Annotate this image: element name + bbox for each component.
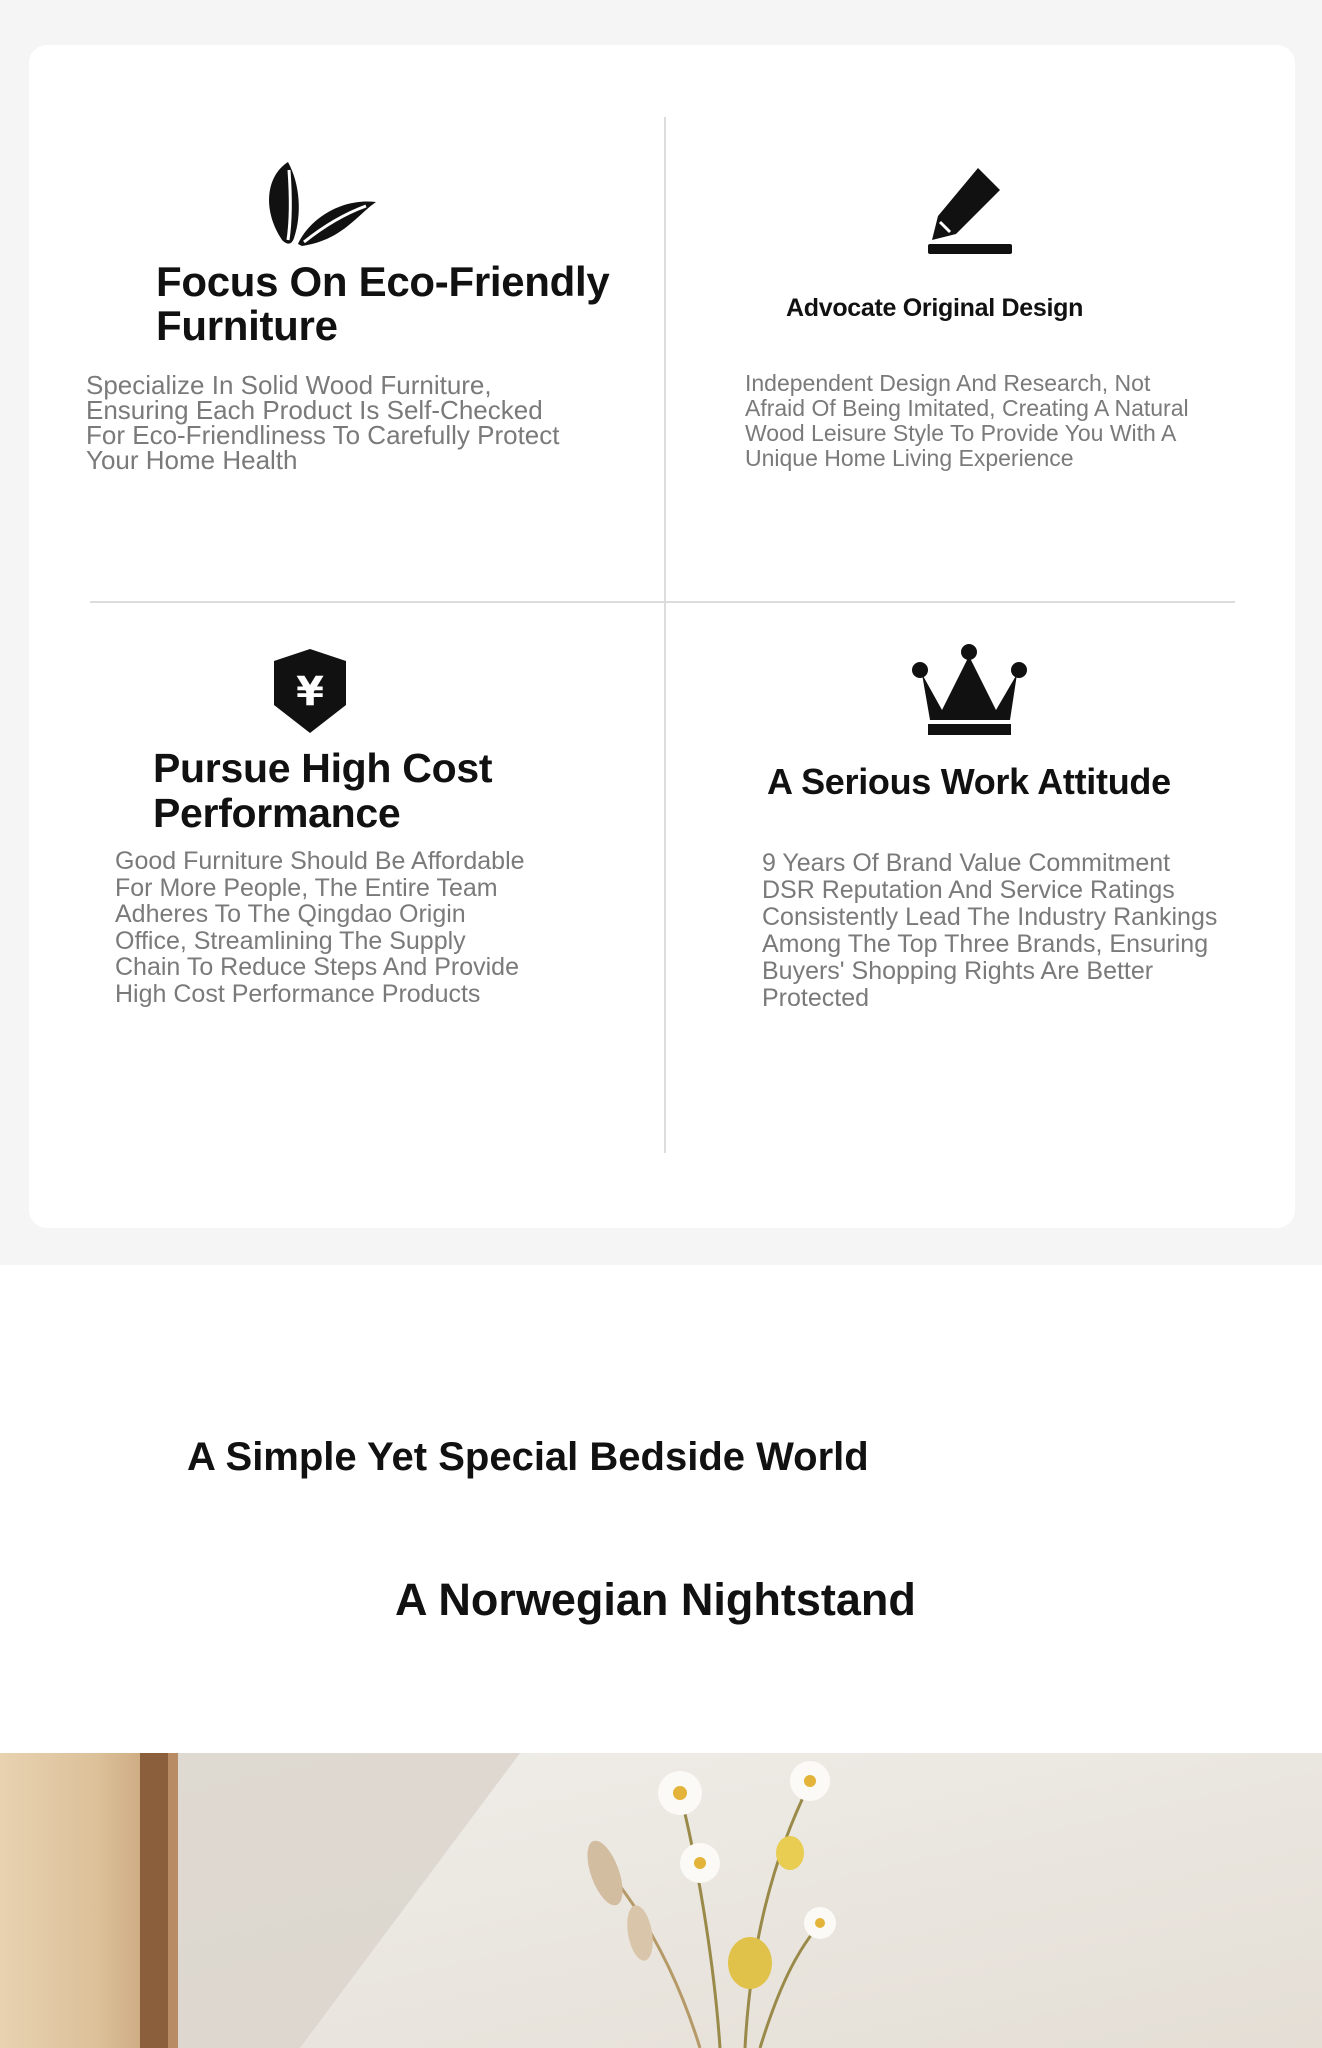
pen-icon <box>920 160 1020 260</box>
horizontal-divider <box>90 601 1235 603</box>
feature-title-attitude: A Serious Work Attitude <box>767 761 1171 802</box>
svg-text:¥: ¥ <box>296 669 324 715</box>
section-subheading: A Norwegian Nightstand <box>395 1574 916 1625</box>
feature-title-eco: Focus On Eco-Friendly Furniture <box>156 258 610 349</box>
leaf-icon <box>258 158 378 248</box>
crown-icon <box>912 644 1027 737</box>
section-heading: A Simple Yet Special Bedside World <box>187 1435 869 1479</box>
yen-shield-icon <box>270 647 350 735</box>
feature-title-design: Advocate Original Design <box>786 294 1084 322</box>
headline-section <box>0 1265 1322 1753</box>
feature-desc-eco: Specialize In Solid Wood Furniture, Ensuring Each Product Is Self-Checked For Eco-Friendliness To Carefully Protect Your Home Health <box>86 370 560 475</box>
feature-desc-design: Independent Design And Research, Not Afraid Of Being Imitated, Creating A Natural Wood Leisure Style To Provide You With A Unique Home Living Experience <box>745 370 1189 471</box>
feature-desc-attitude: 9 Years Of Brand Value Commitment DSR Reputation And Service Ratings Consistently Lead The Industry Rankings Among The Top Three Brands, Ensuring Buyers' Shopping Rights Are Better Protected <box>762 849 1218 1012</box>
feature-desc-cost: Good Furniture Should Be Affordable For More People, The Entire Team Adheres To The Qingdao Origin Office, Streamlining The Supply Chain To Reduce Steps And Provide High Cost Performance Products <box>115 847 525 1008</box>
features-card <box>29 45 1295 1228</box>
flower-vase-illustration <box>0 1753 1322 2048</box>
feature-title-cost: Pursue High Cost Performance <box>153 745 493 836</box>
vertical-divider <box>664 117 666 1153</box>
product-photo <box>0 1753 1322 2048</box>
